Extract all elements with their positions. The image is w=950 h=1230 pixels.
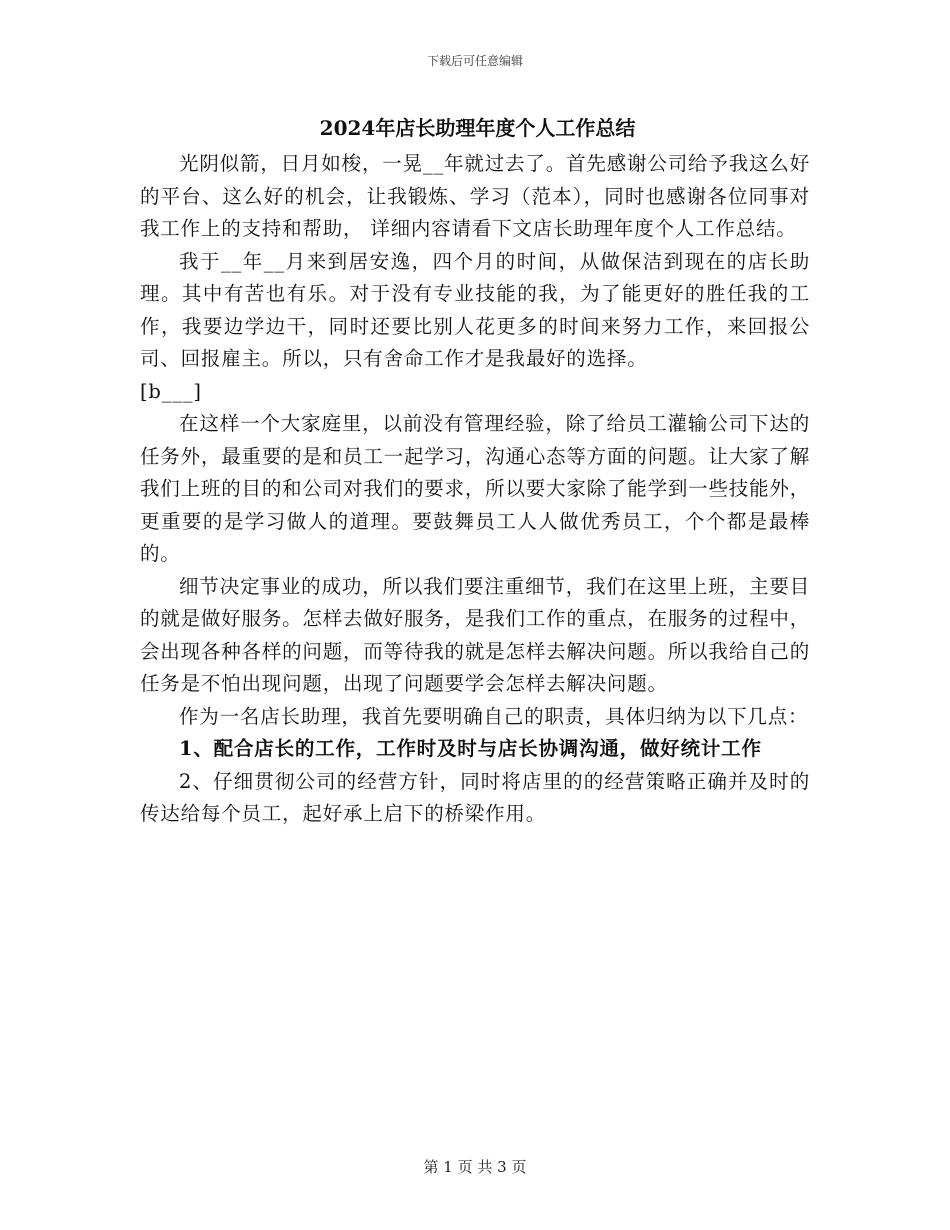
page-footer-number: 第 1 页 共 3 页: [423, 1158, 527, 1176]
paragraph-intro: 光阴似箭，日月如梭，一晃__年就过去了。首先感谢公司给予我这么好的平台、这么好的机会，让我锻炼、学习（范本），同时也感谢各位同事对我工作上的支持和帮助， 详细内容请看下文店长助理年度个人工作总结。: [140, 152, 810, 240]
paragraph-arrival: 我于__年__月来到居安逸，四个月的时间，从做保洁到现在的店长助理。其中有苦也有乐。对于没有专业技能的我，为了能更好的胜任我的工作，我要边学边干，同时还要比别人花更多的时间来努力工作，来回报公司、回报雇主。所以，只有舍命工作才是我最好的选择。: [140, 249, 810, 370]
list-item-duty-1: 1、配合店长的工作，工作时及时与店长协调沟通，做好统计工作: [179, 737, 762, 760]
document-body: [140, 148, 810, 831]
paragraph-details: 细节决定事业的成功，所以我们要注重细节，我们在这里上班，主要目的就是做好服务。怎样去做好服务，是我们工作的重点，在服务的过程中，会出现各种各样的问题，而等待我的就是怎样去解决问题。所以我给自己的任务是不怕出现问题，出现了问题要学会怎样去解决问题。: [140, 574, 810, 695]
list-item-duty-2: 2、仔细贯彻公司的经营方针，同时将店里的的经营策略正确并及时的传达给每个员工，起好承上启下的桥梁作用。: [140, 769, 810, 825]
paragraph-team: 在这样一个大家庭里，以前没有管理经验，除了给员工灌输公司下达的任务外，最重要的是和员工一起学习，沟通心态等方面的问题。让大家了解我们上班的目的和公司对我们的要求，所以要大家除了能学到一些技能外，更重要的是学习做人的道理。要鼓舞员工人人做优秀员工，个个都是最棒的。: [140, 412, 810, 565]
page-header-note: 下载后可任意编辑: [426, 54, 523, 68]
paragraph-duties-intro: 作为一名店长助理，我首先要明确自己的职责，具体归纳为以下几点：: [179, 704, 809, 728]
paragraph-placeholder: [b___]: [140, 379, 202, 403]
document-title: 2024年店长助理年度个人工作总结: [319, 116, 636, 140]
